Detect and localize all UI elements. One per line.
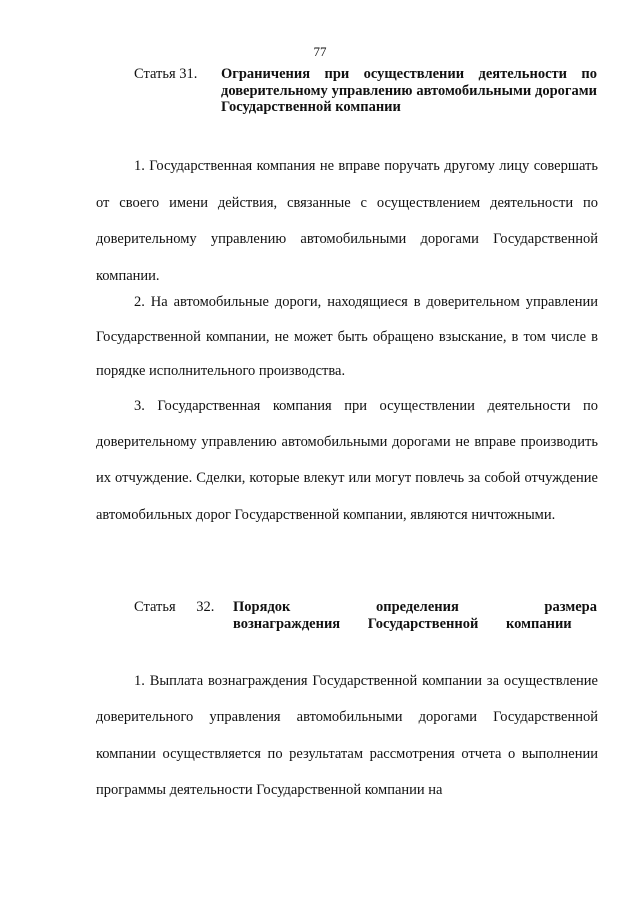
article-32-paragraph-1: 1. Выплата вознаграждения Государственной компании за осуществление доверительного управления автомобильными дорогами Государственной компании осуществляется по результатам рассмотрения отчета о выполнении программы деятельности Государственной компании на [96, 673, 598, 798]
article-32-heading [134, 599, 597, 632]
article-31-heading [134, 66, 597, 116]
article-32-title: Порядок определения размера вознаграждения Государственной компании [233, 599, 597, 632]
page-number: 77 [313, 44, 327, 59]
article-31-paragraph-2: 2. На автомобильные дороги, находящиеся в доверительном управлении Государственной компании, не может быть обращено взыскание, в том числе в порядке исполнительного производства. [96, 294, 598, 379]
article-31-label: Статья 31. [134, 66, 198, 82]
article-31-paragraph-1: 1. Государственная компания не вправе поручать другому лицу совершать от своего имени действия, связанные с осуществлением деятельности по доверительному управлению автомобильными дорогами Государственной компании. [96, 158, 598, 284]
article-31-title: Ограничения при осуществлении деятельности по доверительному управлению автомобильными дорогами Государственной компании [221, 66, 597, 115]
article-32-label: Статья 32. [134, 599, 215, 615]
article-31-paragraph-3: 3. Государственная компания при осуществлении деятельности по доверительному управлению автомобильными дорогами не вправе производить их отчуждение. Сделки, которые влекут или могут повлечь за собой отчуждение автомобильных дорог Государственной компании, являются ничтожными. [96, 398, 598, 523]
